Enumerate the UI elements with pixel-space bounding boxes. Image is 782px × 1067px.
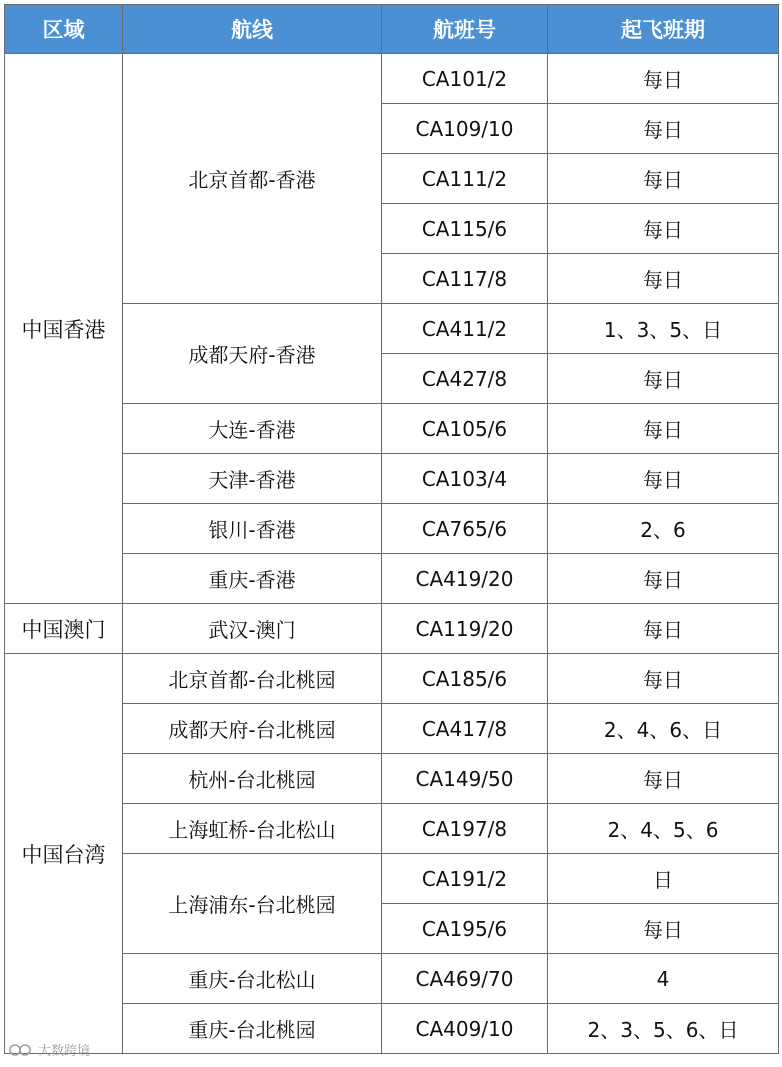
schedule-cell: 2、3、5、6、日 xyxy=(548,1004,779,1054)
route-cell: 成都天府-台北桃园 xyxy=(123,704,382,754)
flight-number-cell: CA149/50 xyxy=(382,754,548,804)
flight-number-cell: CA105/6 xyxy=(382,404,548,454)
flight-number-cell: CA469/70 xyxy=(382,954,548,1004)
schedule-cell: 每日 xyxy=(548,404,779,454)
schedule-cell: 每日 xyxy=(548,104,779,154)
flight-schedule-table xyxy=(4,4,779,1054)
route-cell: 大连-香港 xyxy=(123,404,382,454)
route-cell: 重庆-台北桃园 xyxy=(123,1004,382,1054)
watermark-logo-icon xyxy=(8,1043,34,1057)
schedule-cell: 每日 xyxy=(548,254,779,304)
schedule-cell: 每日 xyxy=(548,904,779,954)
schedule-cell: 2、4、5、6 xyxy=(548,804,779,854)
flight-number-cell: CA119/20 xyxy=(382,604,548,654)
route-cell: 武汉-澳门 xyxy=(123,604,382,654)
flight-number-cell: CA765/6 xyxy=(382,504,548,554)
schedule-cell: 每日 xyxy=(548,154,779,204)
flight-number-cell: CA117/8 xyxy=(382,254,548,304)
region-cell: 中国澳门 xyxy=(5,604,123,654)
flight-number-cell: CA195/6 xyxy=(382,904,548,954)
flight-number-cell: CA427/8 xyxy=(382,354,548,404)
flight-number-cell: CA101/2 xyxy=(382,54,548,104)
schedule-cell: 每日 xyxy=(548,604,779,654)
header-region: 区域 xyxy=(5,5,123,54)
flight-number-cell: CA417/8 xyxy=(382,704,548,754)
table-row xyxy=(5,654,779,704)
flight-number-cell: CA409/10 xyxy=(382,1004,548,1054)
schedule-cell: 2、6 xyxy=(548,504,779,554)
schedule-cell: 每日 xyxy=(548,554,779,604)
route-cell: 上海虹桥-台北松山 xyxy=(123,804,382,854)
schedule-cell: 4 xyxy=(548,954,779,1004)
schedule-cell: 日 xyxy=(548,854,779,904)
table-body xyxy=(5,54,779,1054)
route-cell: 北京首都-香港 xyxy=(123,54,382,304)
region-cell: 中国香港 xyxy=(5,54,123,604)
route-cell: 杭州-台北桃园 xyxy=(123,754,382,804)
flight-number-cell: CA419/20 xyxy=(382,554,548,604)
schedule-cell: 每日 xyxy=(548,54,779,104)
table-row xyxy=(5,54,779,104)
schedule-cell: 2、4、6、日 xyxy=(548,704,779,754)
schedule-cell: 每日 xyxy=(548,204,779,254)
schedule-cell: 每日 xyxy=(548,754,779,804)
flight-number-cell: CA197/8 xyxy=(382,804,548,854)
table-header xyxy=(5,5,779,54)
flight-number-cell: CA103/4 xyxy=(382,454,548,504)
watermark-text: 大数跨境 xyxy=(38,1044,91,1059)
flight-number-cell: CA109/10 xyxy=(382,104,548,154)
route-cell: 银川-香港 xyxy=(123,504,382,554)
flight-number-cell: CA411/2 xyxy=(382,304,548,354)
flight-number-cell: CA115/6 xyxy=(382,204,548,254)
schedule-cell: 每日 xyxy=(548,654,779,704)
header-route: 航线 xyxy=(123,5,382,54)
header-row xyxy=(5,5,779,54)
flight-number-cell: CA191/2 xyxy=(382,854,548,904)
route-cell: 上海浦东-台北桃园 xyxy=(123,854,382,954)
schedule-cell: 1、3、5、日 xyxy=(548,304,779,354)
route-cell: 重庆-台北松山 xyxy=(123,954,382,1004)
flight-number-cell: CA185/6 xyxy=(382,654,548,704)
table-row xyxy=(5,604,779,654)
header-schedule: 起飞班期 xyxy=(548,5,779,54)
schedule-cell: 每日 xyxy=(548,354,779,404)
header-flight-number: 航班号 xyxy=(382,5,548,54)
flight-number-cell: CA111/2 xyxy=(382,154,548,204)
route-cell: 成都天府-香港 xyxy=(123,304,382,404)
route-cell: 北京首都-台北桃园 xyxy=(123,654,382,704)
schedule-cell: 每日 xyxy=(548,454,779,504)
route-cell: 重庆-香港 xyxy=(123,554,382,604)
watermark xyxy=(8,1040,90,1059)
route-cell: 天津-香港 xyxy=(123,454,382,504)
region-cell: 中国台湾 xyxy=(5,654,123,1054)
